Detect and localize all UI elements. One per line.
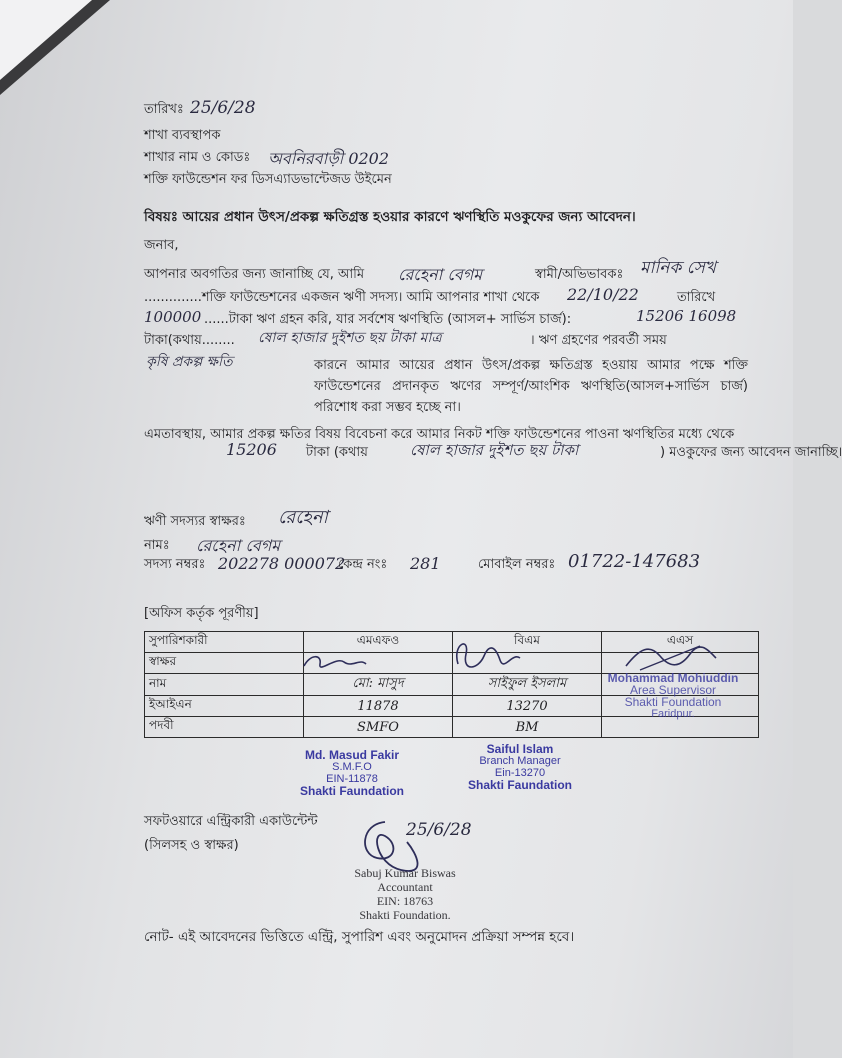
bm-stamp-title: Branch Manager (479, 755, 561, 767)
mobile-label: মোবাইল নম্বরঃ (478, 557, 556, 572)
row-label: স্বাক্ষর (145, 653, 304, 674)
member-no-hw: 202278 000072 (218, 554, 346, 573)
para1-text4: তারিখে (677, 290, 716, 305)
para1-text6: টাকা(কথায়........ (144, 333, 235, 348)
table-cell: 11878 (304, 696, 453, 717)
para1-text2: স্বামী/অভিভাবকঃ (535, 267, 624, 282)
table-cell: সাইফুল ইসলাম (453, 674, 602, 696)
para1-text3: ..............শক্তি ফাউন্ডেশনের একজন ঋণী সদস্য। আমি আপনার শাখা থেকে (144, 290, 540, 305)
bm-stamp-ein: Ein-13270 (494, 767, 546, 779)
acct-stamp-title: Accountant (377, 880, 433, 894)
mfo-signature (300, 650, 370, 672)
balance-words-hw: ষোল হাজার দুইশত ছয় টাকা মাত্র (258, 330, 442, 346)
member-no-label: সদস্য নম্বরঃ (144, 557, 206, 572)
para1-text7: । ঋণ গ্রহণের পরবর্তী সময় (530, 333, 667, 348)
mfo-stamp (292, 749, 412, 797)
member-name-hw: রেহেনা বেগম (196, 536, 281, 555)
as-stamp (593, 672, 753, 720)
center-no-label: কেন্দ্র নংঃ (338, 557, 388, 572)
office-heading: [অফিস কর্তৃক পূরণীয়] (144, 606, 259, 621)
waiver-words-hw: ষোল হাজার দুইশত ছয় টাকা (410, 441, 579, 459)
date-value: 25/6/28 (190, 98, 256, 118)
branch-name-value: অবনিরবাড়ী 0202 (268, 149, 390, 168)
table-header-cell: এএস (602, 632, 759, 653)
mfo-stamp-org: Shakti Faundation (299, 784, 404, 798)
mfo-stamp-title: S.M.F.O (332, 761, 372, 773)
page-corner-fold (0, 0, 92, 80)
center-no-hw: 281 (410, 554, 441, 573)
waiver-amount-hw: 15206 (226, 440, 277, 459)
accountant-date-hw: 25/6/28 (406, 820, 472, 840)
salutation: জনাব, (144, 238, 179, 253)
loan-amount-hw: 100000 (144, 308, 202, 326)
para2-text3: ) মওকুফের জন্য আবেদন জানাচ্ছি। (660, 445, 842, 460)
para1-text1: আপনার অবগতির জন্য জানাচ্ছি যে, আমি (144, 267, 365, 282)
row-label: ইআইএন (145, 696, 304, 717)
as-stamp-place: Faridpur. (651, 708, 695, 720)
as-stamp-org: Shakti Foundation (624, 695, 722, 709)
mobile-hw: 01722-147683 (568, 551, 701, 572)
table-cell: SMFO (304, 717, 453, 738)
row-label: পদবী (145, 717, 304, 738)
table-cell: 13270 (453, 696, 602, 717)
subject-line: বিষয়ঃ আয়ের প্রধান উৎস/প্রকল্প ক্ষতিগ্রস্ত হওয়ার কারণে ঋণস্থিতি মওকুফের জন্য আবেদন। (144, 209, 636, 225)
accountant-stamp (325, 866, 485, 922)
applicant-name-hw: রেহেনা বেগম (398, 265, 483, 284)
bm-stamp (460, 743, 580, 791)
table-cell: মো: মাসুদ (304, 674, 453, 696)
damage-cause-hw: কৃষি প্রকল্প ক্ষতি (146, 354, 233, 370)
para1-text8: কারনে আমার আয়ের প্রধান উৎস/প্রকল্প ক্ষতিগ্রস্ত হওয়ায় আমার পক্ষে শক্তি ফাউন্ডেশনের প্রদানকৃত ঋণের সম্পূর্ণ/আংশিক ঋণস্থিতি(আসল+সার্ভিস চার্জ) পরিশোধ করা সম্ভব হচ্ছে না। (314, 358, 748, 415)
addressee-line3: শক্তি ফাউন্ডেশন ফর ডিসএ্যাডভান্টেজড উইমেন (144, 172, 392, 187)
member-signature-hw: রেহেনা (278, 507, 328, 528)
member-name-label: নামঃ (144, 538, 170, 553)
acct-stamp-org: Shakti Foundation. (359, 908, 451, 922)
acct-stamp-name: Sabuj Kumar Biswas (354, 866, 456, 880)
member-sign-label: ঋণী সদস্যর স্বাক্ষরঃ (144, 514, 246, 529)
table-header-cell: বিএম (453, 632, 602, 653)
date-label: তারিখঃ (144, 102, 184, 117)
bm-stamp-name: Saiful Islam (486, 742, 554, 756)
guardian-name-hw: মানিক সেখ (640, 258, 716, 278)
loan-balance-hw: 15206 16098 (636, 307, 737, 325)
para2-text2: টাকা (কথায় (306, 445, 368, 460)
row-label: নাম (145, 674, 304, 696)
table-cell: BM (453, 717, 602, 738)
branch-name-label: শাখার নাম ও কোডঃ (144, 150, 251, 165)
table-header-cell: এমএফও (304, 632, 453, 653)
addressee-line1: শাখা ব্যবস্থাপক (144, 128, 221, 143)
as-stamp-title: Area Supervisor (629, 683, 717, 697)
accountant-sign-note: (সিলসহ ও স্বাক্ষর) (144, 838, 239, 853)
table-header-cell: সুপারিশকারী (145, 632, 304, 653)
footer-note: নোট- এই আবেদনের ভিত্তিতে এন্ট্রি, সুপারিশ এবং অনুমোদন প্রক্রিয়া সম্পন্ন হবে। (144, 929, 575, 945)
para2-text1: এমতাবস্থায়, আমার প্রকল্প ক্ষতির বিষয় বিবেচনা করে আমার নিকট শক্তি ফাউন্ডেশনের পাওনা ঋণস্থিতির মধ্যে থেকে (144, 427, 735, 442)
mfo-stamp-ein: EIN-11878 (326, 773, 378, 785)
para1-text5: ......টাকা ঋণ গ্রহন করি, যার সর্বশেষ ঋণস্থিতি (আসল+ সার্ভিস চার্জ): (204, 312, 572, 327)
mfo-stamp-name: Md. Masud Fakir (304, 748, 399, 762)
bm-stamp-org: Shakti Faundation (467, 778, 572, 792)
as-signature (620, 640, 720, 674)
acct-stamp-ein: EIN: 18763 (376, 894, 434, 908)
loan-date-hw: 22/10/22 (567, 285, 639, 304)
as-stamp-name: Mohammad Mohiuddin (607, 671, 739, 685)
bm-signature (448, 634, 528, 674)
accountant-label: সফটওয়ারে এন্ট্রিকারী একাউন্টেন্ট (144, 814, 318, 829)
